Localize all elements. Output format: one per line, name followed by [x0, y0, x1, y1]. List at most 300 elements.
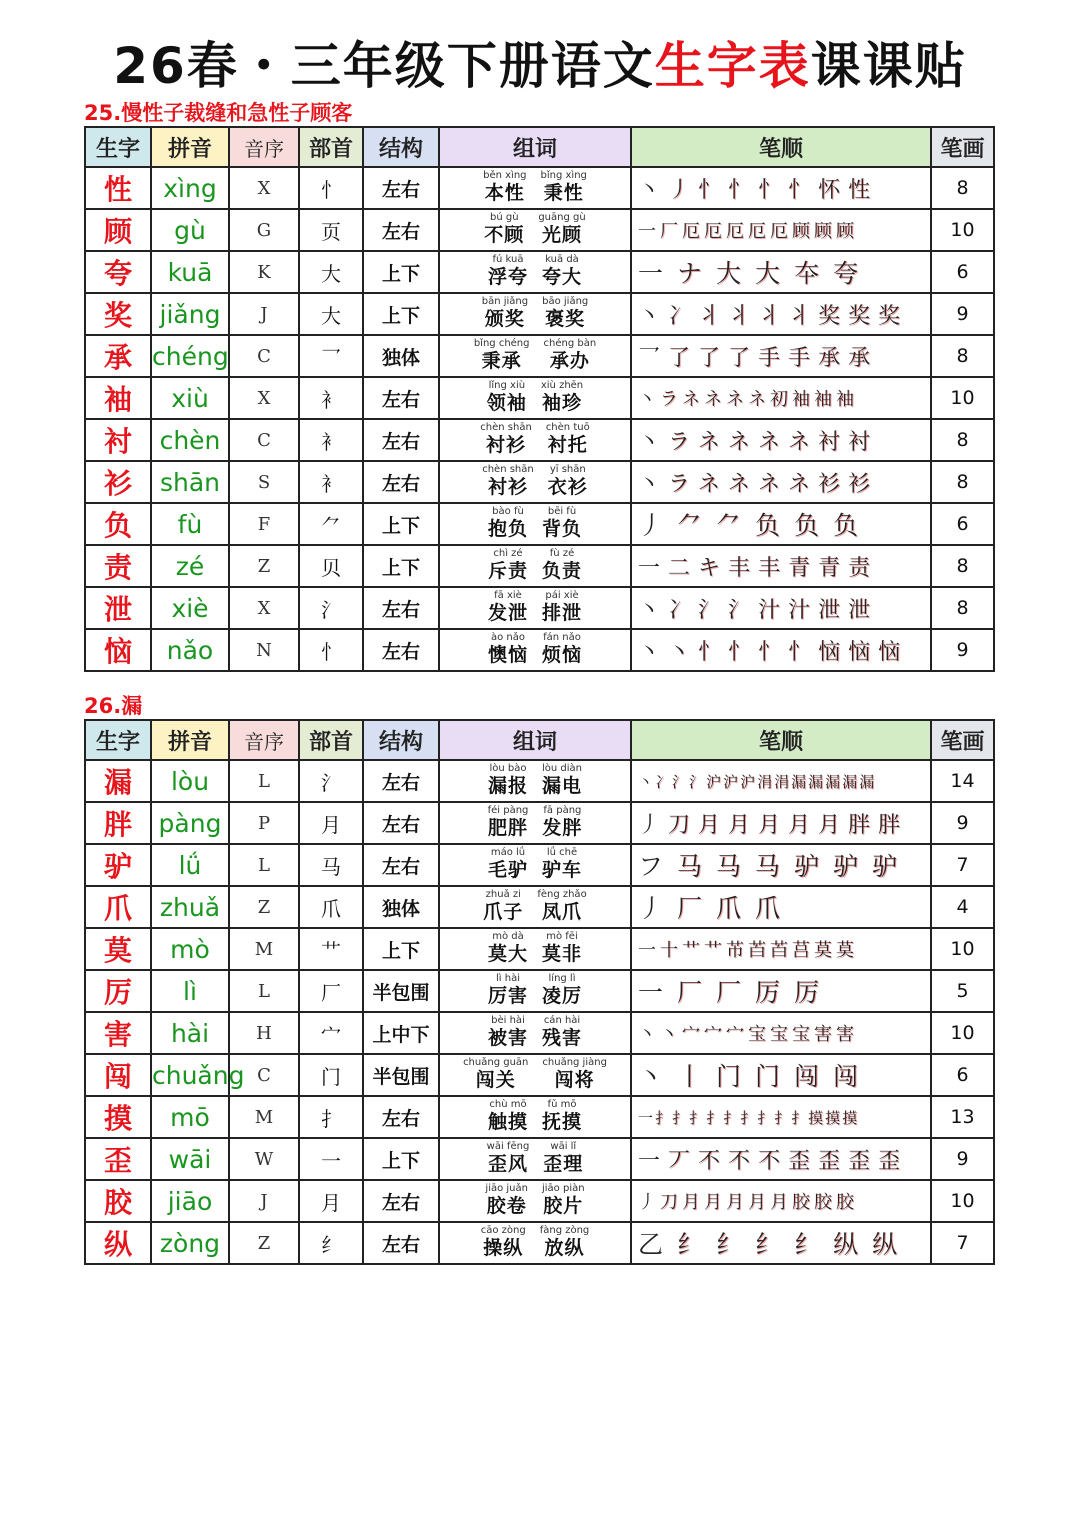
- radical-cell: 宀: [299, 1012, 363, 1054]
- stroke-step: 厉: [755, 978, 781, 1007]
- stroke-step: 月: [682, 1192, 700, 1213]
- word-item: [487, 805, 529, 839]
- stroke-count-cell: 6: [931, 251, 994, 293]
- stroke-step: 衬: [818, 429, 841, 455]
- radical-cell: 一: [299, 1138, 363, 1180]
- strokes-cell: [631, 802, 931, 844]
- header-row: [85, 127, 994, 167]
- stroke-step: 厂: [716, 978, 742, 1007]
- radical-cell: 衤: [299, 377, 363, 419]
- stroke-step: 月: [726, 1192, 744, 1213]
- stroke-step: 闯: [833, 1062, 859, 1091]
- words-cell: [439, 419, 631, 461]
- word-list: [440, 973, 630, 1007]
- stroke-step: 漏: [859, 772, 875, 791]
- word-list: [440, 889, 630, 923]
- word-item: [487, 632, 528, 666]
- stroke-step: 丬: [698, 303, 721, 329]
- stroke-step: 胖: [848, 812, 871, 838]
- words-cell: [439, 545, 631, 587]
- word-item: [542, 763, 583, 797]
- radical-cell: 门: [299, 1054, 363, 1096]
- word-list: [440, 1015, 630, 1049]
- strokes-cell: [631, 1012, 931, 1054]
- structure-cell: 上下: [363, 293, 439, 335]
- order-cell: M: [229, 1096, 299, 1138]
- stroke-step: 莫: [836, 940, 854, 961]
- stroke-count-cell: 8: [931, 167, 994, 209]
- header-strokes: 笔顺: [631, 127, 931, 167]
- stroke-step: 沪: [740, 772, 756, 791]
- word-pinyin: jiāo juǎn: [485, 1183, 528, 1194]
- word-hanzi: 歪风: [487, 1153, 528, 1175]
- header-order: 音序: [229, 127, 299, 167]
- stroke-step: 马: [716, 852, 742, 881]
- stroke-step: 丨: [677, 1062, 703, 1091]
- word-item: [483, 889, 524, 923]
- stroke-step: 忄: [788, 639, 811, 665]
- stroke-order: [632, 973, 930, 1009]
- stroke-step: 丶: [638, 429, 661, 455]
- pinyin-cell: chèn: [151, 419, 229, 461]
- radical-cell: 月: [299, 1180, 363, 1222]
- word-list: [440, 380, 630, 414]
- structure-cell: 上中下: [363, 1012, 439, 1054]
- char-cell: 摸: [85, 1096, 151, 1138]
- word-item: [539, 1225, 590, 1259]
- word-pinyin: zhuǎ zi: [485, 889, 521, 900]
- stroke-step: 丶: [638, 389, 656, 410]
- stroke-step: 了: [728, 345, 751, 371]
- words-cell: [439, 844, 631, 886]
- words-cell: [439, 503, 631, 545]
- strokes-cell: [631, 1180, 931, 1222]
- stroke-step: 大: [755, 259, 781, 288]
- stroke-step: 不: [728, 1148, 751, 1174]
- stroke-step: 涓: [774, 772, 790, 791]
- word-hanzi: 斥责: [487, 560, 528, 582]
- char-cell: 爪: [85, 886, 151, 928]
- strokes-cell: [631, 629, 931, 671]
- stroke-step: 厄: [748, 221, 766, 242]
- stroke-step: 承: [848, 345, 871, 371]
- stroke-count-cell: 10: [931, 209, 994, 251]
- word-item: [473, 338, 530, 372]
- word-item: [542, 1015, 583, 1049]
- stroke-step: 厂: [677, 894, 703, 923]
- word-list: [440, 1057, 630, 1091]
- word-hanzi: 残害: [542, 1027, 583, 1049]
- stroke-count-cell: 13: [931, 1096, 994, 1138]
- stroke-count-cell: 6: [931, 1054, 994, 1096]
- word-hanzi: 不顾: [484, 224, 525, 246]
- word-list: [440, 548, 630, 582]
- strokes-cell: [631, 1054, 931, 1096]
- stroke-step: 莒: [792, 940, 810, 961]
- lesson-26-title: 26.漏: [84, 694, 143, 718]
- word-pinyin: chù mō: [489, 1099, 527, 1110]
- table-row: [85, 1054, 994, 1096]
- title-prefix: 26春・三年级下册语文: [113, 37, 655, 95]
- stroke-step: 袖: [792, 389, 810, 410]
- stroke-step: 丶: [660, 1024, 678, 1045]
- stroke-step: 十: [660, 940, 678, 961]
- stroke-step: 胶: [836, 1192, 854, 1213]
- stroke-step: 丶: [638, 471, 661, 497]
- stroke-count-cell: 8: [931, 419, 994, 461]
- header-char: 生字: [85, 127, 151, 167]
- stroke-step: 冫: [655, 772, 671, 791]
- table-row: [85, 760, 994, 802]
- stroke-count-cell: 9: [931, 293, 994, 335]
- words-cell: [439, 1222, 631, 1264]
- table-row: [85, 419, 994, 461]
- stroke-step: 歪: [848, 1148, 871, 1174]
- order-cell: N: [229, 629, 299, 671]
- word-item: [538, 212, 586, 246]
- header-radical: 部首: [299, 720, 363, 760]
- stroke-step: 摸: [842, 1108, 858, 1127]
- stroke-step: 丶: [638, 772, 654, 791]
- words-cell: [439, 587, 631, 629]
- stroke-count-cell: 7: [931, 1222, 994, 1264]
- stroke-step: 宀: [682, 1024, 700, 1045]
- stroke-step: 乛: [638, 345, 661, 371]
- structure-cell: 独体: [363, 335, 439, 377]
- structure-cell: 左右: [363, 419, 439, 461]
- word-hanzi: 歪理: [543, 1153, 584, 1175]
- strokes-cell: [631, 209, 931, 251]
- stroke-step: 一: [638, 978, 664, 1007]
- structure-cell: 左右: [363, 760, 439, 802]
- radical-cell: ⺈: [299, 503, 363, 545]
- strokes-cell: [631, 545, 931, 587]
- stroke-count-cell: 8: [931, 461, 994, 503]
- pinyin-cell: fù: [151, 503, 229, 545]
- stroke-step: 丰: [728, 555, 751, 581]
- word-list: [440, 763, 630, 797]
- radical-cell: 大: [299, 293, 363, 335]
- radical-cell: 贝: [299, 545, 363, 587]
- table-row: [85, 1012, 994, 1054]
- word-pinyin: fā xiè: [494, 590, 522, 601]
- stroke-count-cell: 10: [931, 377, 994, 419]
- word-hanzi: 衬托: [547, 434, 588, 456]
- word-hanzi: 浮夸: [487, 266, 528, 288]
- structure-cell: 上下: [363, 928, 439, 970]
- stroke-step: 忄: [698, 177, 721, 203]
- stroke-step: 艹: [682, 940, 700, 961]
- word-hanzi: 褒奖: [545, 308, 586, 330]
- stroke-step: 纟: [677, 1230, 703, 1259]
- stroke-order: [632, 506, 930, 542]
- stroke-step: 扌: [740, 1108, 756, 1127]
- word-item: [543, 1141, 584, 1175]
- stroke-step: 手: [788, 345, 811, 371]
- table-row: [85, 928, 994, 970]
- stroke-order: [632, 217, 930, 243]
- stroke-step: 漏: [791, 772, 807, 791]
- stroke-step: 纵: [872, 1230, 898, 1259]
- stroke-step: 手: [758, 345, 781, 371]
- pinyin-cell: chuǎng: [151, 1054, 229, 1096]
- stroke-order: [632, 1020, 930, 1046]
- stroke-step: 漏: [842, 772, 858, 791]
- word-item: [542, 1099, 583, 1133]
- radical-cell: 纟: [299, 1222, 363, 1264]
- radical-cell: 忄: [299, 629, 363, 671]
- words-cell: [439, 335, 631, 377]
- words-cell: [439, 1138, 631, 1180]
- stroke-step: 不: [698, 1148, 721, 1174]
- stroke-step: 月: [698, 812, 721, 838]
- word-item: [542, 973, 583, 1007]
- table-row: [85, 844, 994, 886]
- stroke-step: 忄: [698, 639, 721, 665]
- word-item: [542, 805, 583, 839]
- order-cell: C: [229, 419, 299, 461]
- stroke-step: 一: [638, 259, 664, 288]
- stroke-step: 宀: [726, 1024, 744, 1045]
- stroke-step: 扌: [689, 1108, 705, 1127]
- stroke-order: [632, 936, 930, 962]
- stroke-step: 歪: [818, 1148, 841, 1174]
- stroke-step: 莫: [814, 940, 832, 961]
- char-cell: 害: [85, 1012, 151, 1054]
- stroke-count-cell: 6: [931, 503, 994, 545]
- strokes-cell: [631, 844, 931, 886]
- stroke-step: 歪: [878, 1148, 901, 1174]
- word-pinyin: bǐng xìng: [540, 170, 587, 181]
- word-pinyin: jiāo piàn: [542, 1183, 585, 1194]
- strokes-cell: [631, 928, 931, 970]
- stroke-step: 月: [758, 812, 781, 838]
- word-list: [440, 632, 630, 666]
- stroke-step: 害: [836, 1024, 854, 1045]
- stroke-step: 厂: [660, 221, 678, 242]
- table-row: [85, 629, 994, 671]
- char-cell: 夸: [85, 251, 151, 293]
- word-hanzi: 闯关: [475, 1069, 516, 1091]
- word-hanzi: 胶卷: [486, 1195, 527, 1217]
- header-count: 笔画: [931, 720, 994, 760]
- word-item: [480, 422, 532, 456]
- stroke-step: 泄: [848, 597, 871, 623]
- table-row: [85, 377, 994, 419]
- table-row: [85, 802, 994, 844]
- word-hanzi: 莫大: [487, 943, 528, 965]
- radical-cell: 忄: [299, 167, 363, 209]
- stroke-step: 性: [848, 177, 871, 203]
- stroke-step: 涓: [757, 772, 773, 791]
- order-cell: H: [229, 1012, 299, 1054]
- stroke-step: 驴: [833, 852, 859, 881]
- strokes-cell: [631, 886, 931, 928]
- structure-cell: 左右: [363, 167, 439, 209]
- stroke-step: 青: [818, 555, 841, 581]
- lesson-25-table: [84, 126, 995, 672]
- strokes-cell: [631, 503, 931, 545]
- header-char: 生字: [85, 720, 151, 760]
- word-list: [440, 805, 630, 839]
- stroke-order: [632, 1225, 930, 1261]
- stroke-step: 厄: [770, 221, 788, 242]
- word-item: [482, 464, 534, 498]
- char-cell: 驴: [85, 844, 151, 886]
- order-cell: Z: [229, 545, 299, 587]
- word-pinyin: fèng zhǎo: [537, 889, 587, 900]
- lesson-25-title: 25.慢性子裁缝和急性子顾客: [84, 101, 353, 125]
- stroke-count-cell: 10: [931, 1012, 994, 1054]
- structure-cell: 半包围: [363, 1054, 439, 1096]
- word-hanzi: 负责: [542, 560, 583, 582]
- stroke-step: 爪: [716, 894, 742, 923]
- words-cell: [439, 1180, 631, 1222]
- table-row: [85, 1138, 994, 1180]
- word-item: [540, 170, 587, 204]
- stroke-step: 丆: [668, 1148, 691, 1174]
- stroke-step: 门: [755, 1062, 781, 1091]
- header-order: 音序: [229, 720, 299, 760]
- order-cell: J: [229, 1180, 299, 1222]
- header-structure: 结构: [363, 127, 439, 167]
- stroke-count-cell: 9: [931, 1138, 994, 1180]
- word-item: [542, 296, 589, 330]
- stroke-step: 负: [755, 511, 781, 540]
- word-hanzi: 秉承: [481, 350, 522, 372]
- word-pinyin: lì hài: [496, 973, 520, 984]
- header-strokes: 笔顺: [631, 720, 931, 760]
- word-item: [545, 422, 590, 456]
- order-cell: L: [229, 844, 299, 886]
- char-cell: 泄: [85, 587, 151, 629]
- stroke-step: 厉: [794, 978, 820, 1007]
- stroke-step: 初: [770, 389, 788, 410]
- order-cell: G: [229, 209, 299, 251]
- words-cell: [439, 251, 631, 293]
- radical-cell: 氵: [299, 760, 363, 802]
- word-pinyin: yī shān: [549, 464, 586, 475]
- stroke-step: 丿: [638, 812, 661, 838]
- stroke-step: ネ: [704, 389, 722, 410]
- stroke-order: [632, 385, 930, 411]
- word-item: [487, 254, 528, 288]
- stroke-step: 宝: [770, 1024, 788, 1045]
- stroke-step: 忄: [728, 639, 751, 665]
- word-hanzi: 光顾: [541, 224, 582, 246]
- words-cell: [439, 760, 631, 802]
- pinyin-cell: hài: [151, 1012, 229, 1054]
- stroke-step: 驴: [794, 852, 820, 881]
- word-pinyin: bāo jiǎng: [542, 296, 589, 307]
- stroke-step: 胖: [878, 812, 901, 838]
- word-pinyin: chì zé: [493, 548, 523, 559]
- pinyin-cell: shān: [151, 461, 229, 503]
- strokes-cell: [631, 251, 931, 293]
- stroke-step: 纵: [833, 1230, 859, 1259]
- stroke-step: ナ: [677, 259, 703, 288]
- word-item: [481, 296, 529, 330]
- stroke-order: [632, 1107, 930, 1128]
- stroke-step: 青: [788, 555, 811, 581]
- stroke-step: 丬: [788, 303, 811, 329]
- char-cell: 袖: [85, 377, 151, 419]
- order-cell: C: [229, 335, 299, 377]
- order-cell: F: [229, 503, 299, 545]
- pinyin-cell: xiè: [151, 587, 229, 629]
- stroke-step: 冫: [668, 597, 691, 623]
- title-suffix: 课课贴: [810, 37, 967, 95]
- word-pinyin: lǐng xiù: [488, 380, 526, 391]
- stroke-step: 丰: [758, 555, 781, 581]
- order-cell: M: [229, 928, 299, 970]
- structure-cell: 左右: [363, 844, 439, 886]
- stroke-order: [632, 551, 930, 582]
- stroke-count-cell: 7: [931, 844, 994, 886]
- word-pinyin: líng lì: [548, 973, 576, 984]
- radical-cell: 乛: [299, 335, 363, 377]
- stroke-step: 爪: [755, 894, 781, 923]
- char-cell: 莫: [85, 928, 151, 970]
- word-pinyin: fǔ mō: [547, 1099, 577, 1110]
- stroke-step: 夲: [794, 259, 820, 288]
- word-pinyin: bú gù: [490, 212, 519, 223]
- structure-cell: 左右: [363, 209, 439, 251]
- word-pinyin: guāng gù: [538, 212, 586, 223]
- words-cell: [439, 293, 631, 335]
- word-item: [463, 1057, 529, 1091]
- word-pinyin: chuǎng guān: [463, 1057, 529, 1068]
- char-cell: 歪: [85, 1138, 151, 1180]
- words-cell: [439, 886, 631, 928]
- stroke-step: 丶: [638, 597, 661, 623]
- word-item: [547, 464, 588, 498]
- stroke-count-cell: 14: [931, 760, 994, 802]
- table-row: [85, 886, 994, 928]
- word-item: [487, 1015, 528, 1049]
- stroke-step: ラ: [668, 429, 691, 455]
- stroke-count-cell: 9: [931, 629, 994, 671]
- stroke-step: 氵: [698, 597, 721, 623]
- stroke-step: 刀: [668, 812, 691, 838]
- strokes-cell: [631, 335, 931, 377]
- word-item: [542, 1183, 585, 1217]
- word-list: [440, 170, 630, 204]
- word-pinyin: ào nǎo: [490, 632, 525, 643]
- word-hanzi: 驴车: [542, 859, 583, 881]
- stroke-step: ネ: [728, 429, 751, 455]
- stroke-step: 汁: [788, 597, 811, 623]
- word-list: [440, 590, 630, 624]
- word-hanzi: 排泄: [542, 602, 583, 624]
- order-cell: J: [229, 293, 299, 335]
- word-hanzi: 莫非: [542, 943, 583, 965]
- char-cell: 恼: [85, 629, 151, 671]
- pinyin-cell: xiù: [151, 377, 229, 419]
- stroke-step: 苩: [748, 940, 766, 961]
- word-item: [537, 889, 587, 923]
- stroke-step: 承: [818, 345, 841, 371]
- stroke-step: 闯: [794, 1062, 820, 1091]
- stroke-step: ネ: [758, 429, 781, 455]
- char-cell: 责: [85, 545, 151, 587]
- stroke-step: 驴: [872, 852, 898, 881]
- stroke-step: 漏: [808, 772, 824, 791]
- table-row: [85, 167, 994, 209]
- word-pinyin: lòu bào: [489, 763, 527, 774]
- word-list: [440, 847, 630, 881]
- char-cell: 厉: [85, 970, 151, 1012]
